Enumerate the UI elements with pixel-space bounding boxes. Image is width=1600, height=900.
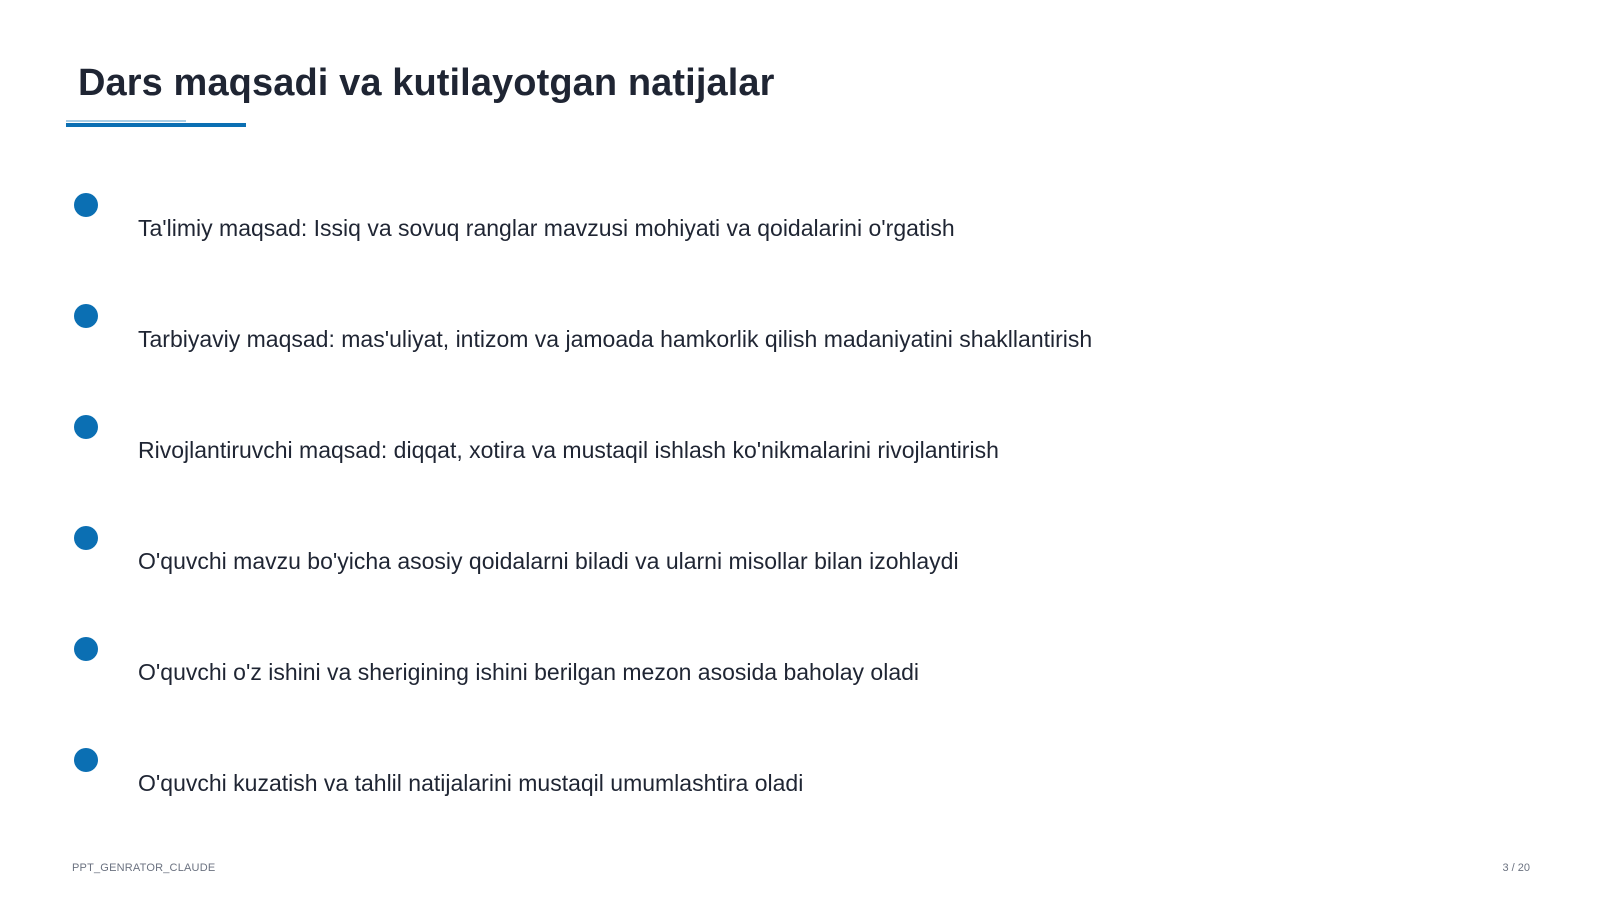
footer-source-label: PPT_GENRATOR_CLAUDE bbox=[72, 862, 216, 874]
bullet-text: Rivojlantiruvchi maqsad: diqqat, xotira va mustaqil ishlash ko'nikmalarini rivojlantirish bbox=[138, 437, 999, 463]
bullet-text: O'quvchi kuzatish va tahlil natijalarini mustaqil umumlashtira oladi bbox=[138, 770, 804, 796]
slide-title: Dars maqsadi va kutilayotgan natijalar bbox=[78, 62, 775, 104]
bullet-item bbox=[0, 526, 1600, 586]
bullet-text: O'quvchi mavzu bo'yicha asosiy qoidalarni biladi va ularni misollar bilan izohlaydi bbox=[138, 548, 959, 574]
bullet-item bbox=[0, 637, 1600, 697]
bullet-item bbox=[0, 304, 1600, 364]
bullet-dot-icon bbox=[74, 193, 98, 217]
bullet-text: Tarbiyaviy maqsad: mas'uliyat, intizom va jamoada hamkorlik qilish madaniyatini shakllantirish bbox=[138, 326, 1093, 352]
page-indicator: 3 / 20 bbox=[1502, 862, 1530, 874]
bullet-item bbox=[0, 415, 1600, 475]
bullet-text: Ta'limiy maqsad: Issiq va sovuq ranglar mavzusi mohiyati va qoidalarini o'rgatish bbox=[138, 215, 955, 241]
bullet-dot-icon bbox=[74, 637, 98, 661]
bullet-dot-icon bbox=[74, 415, 98, 439]
bullet-item bbox=[0, 193, 1600, 253]
bullet-dot-icon bbox=[74, 526, 98, 550]
bullet-dot-icon bbox=[74, 304, 98, 328]
bullet-dot-icon bbox=[74, 748, 98, 772]
bullet-text: O'quvchi o'z ishini va sherigining ishini berilgan mezon asosida baholay oladi bbox=[138, 659, 920, 685]
bullet-item bbox=[0, 748, 1600, 808]
